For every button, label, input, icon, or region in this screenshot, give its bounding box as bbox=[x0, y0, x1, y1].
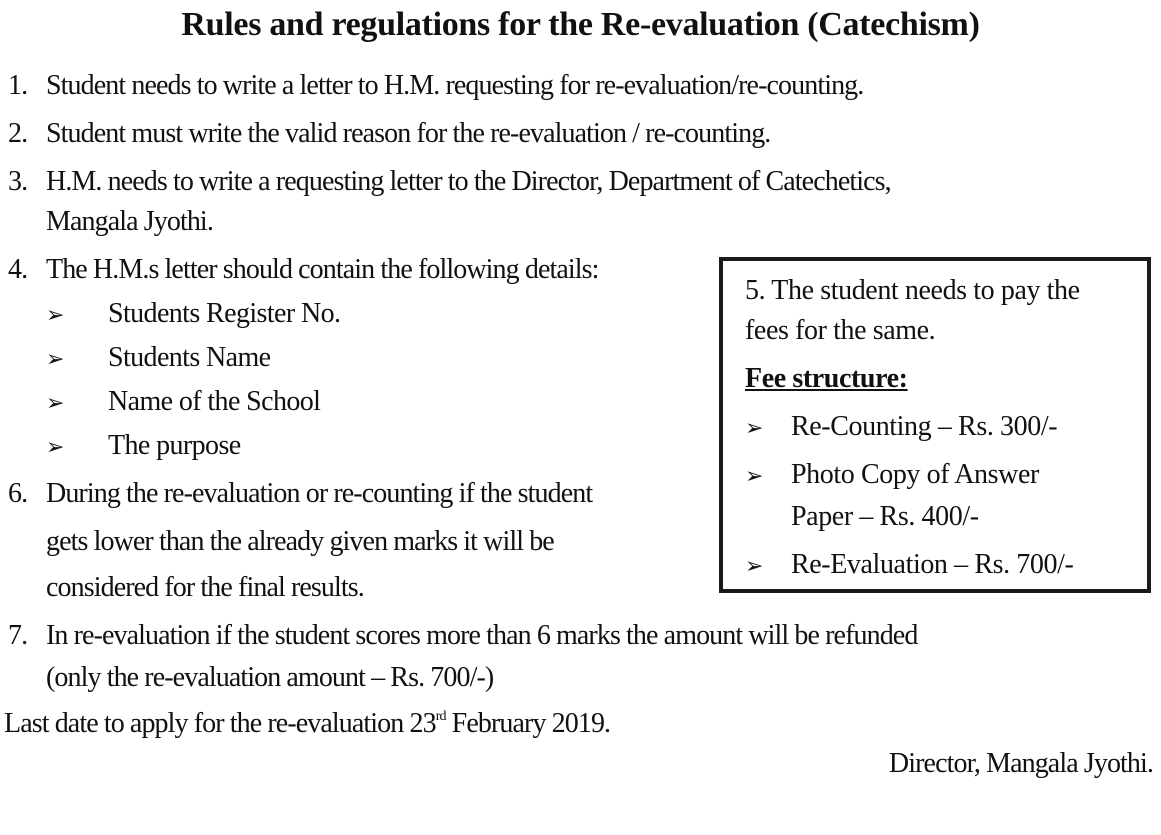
rule-number: 2. bbox=[8, 118, 28, 149]
rule-number: 3. bbox=[8, 166, 28, 197]
arrow-bullet-icon: ➢ bbox=[745, 463, 764, 488]
rule-number: 1. bbox=[8, 70, 28, 101]
rule-text: In re-evaluation if the student scores more than 6 marks the amount will be refunded bbox=[46, 620, 918, 651]
detail-item: ➢ The purpose bbox=[46, 430, 241, 461]
rule-text: Student must write the valid reason for the re-evaluation / re-counting. bbox=[46, 118, 771, 149]
fee-box-line-2: fees for the same. bbox=[745, 315, 936, 346]
rule-6-continuation: gets lower than the already given marks it will be bbox=[46, 526, 554, 557]
rule-text: H.M. needs to write a requesting letter to the Director, Department of Catechetics, bbox=[46, 166, 891, 197]
fee-box-line-1: 5. The student needs to pay the bbox=[745, 275, 1080, 306]
rule-6 bbox=[8, 478, 592, 510]
rule-7 bbox=[8, 620, 917, 652]
fee-item: ➢ Re-Evaluation – Rs. 700/- bbox=[745, 549, 1074, 580]
rule-3-continuation: Mangala Jyothi. bbox=[46, 206, 213, 237]
fee-structure-box bbox=[719, 257, 1151, 593]
rule-text: During the re-evaluation or re-counting if the student bbox=[46, 478, 593, 509]
arrow-bullet-icon: ➢ bbox=[46, 390, 64, 415]
rule-number: 6. bbox=[8, 478, 28, 509]
rule-text: The H.M.s letter should contain the following details: bbox=[46, 254, 599, 285]
arrow-bullet-icon: ➢ bbox=[46, 434, 64, 459]
rule-3 bbox=[8, 166, 891, 198]
rule-number: 7. bbox=[8, 620, 28, 651]
rule-6-continuation-2: considered for the final results. bbox=[46, 572, 364, 603]
detail-item: ➢ Students Name bbox=[46, 342, 271, 373]
detail-item: ➢ Students Register No. bbox=[46, 298, 341, 329]
rule-2 bbox=[8, 118, 770, 150]
fee-item: ➢ Re-Counting – Rs. 300/- bbox=[745, 411, 1058, 442]
fee-item-continuation: Paper – Rs. 400/- bbox=[791, 501, 979, 532]
document-title: Rules and regulations for the Re-evaluation (Catechism) bbox=[181, 6, 980, 43]
fee-item: ➢ Photo Copy of Answer bbox=[745, 459, 1039, 490]
rule-text: Student needs to write a letter to H.M. requesting for re-evaluation/re-counting. bbox=[46, 70, 864, 101]
arrow-bullet-icon: ➢ bbox=[46, 302, 64, 327]
rule-7-continuation: (only the re-evaluation amount – Rs. 700/-) bbox=[46, 662, 494, 693]
rule-number: 4. bbox=[8, 254, 28, 285]
fee-structure-heading: Fee structure: bbox=[745, 363, 908, 394]
rule-4 bbox=[8, 254, 599, 286]
detail-item: ➢ Name of the School bbox=[46, 386, 321, 417]
rule-1 bbox=[8, 70, 863, 102]
last-date: Last date to apply for the re-evaluation 23rd February 2019. bbox=[4, 708, 611, 739]
arrow-bullet-icon: ➢ bbox=[745, 553, 764, 578]
signature: Director, Mangala Jyothi. bbox=[888, 748, 1153, 779]
arrow-bullet-icon: ➢ bbox=[745, 415, 764, 440]
arrow-bullet-icon: ➢ bbox=[46, 346, 64, 371]
